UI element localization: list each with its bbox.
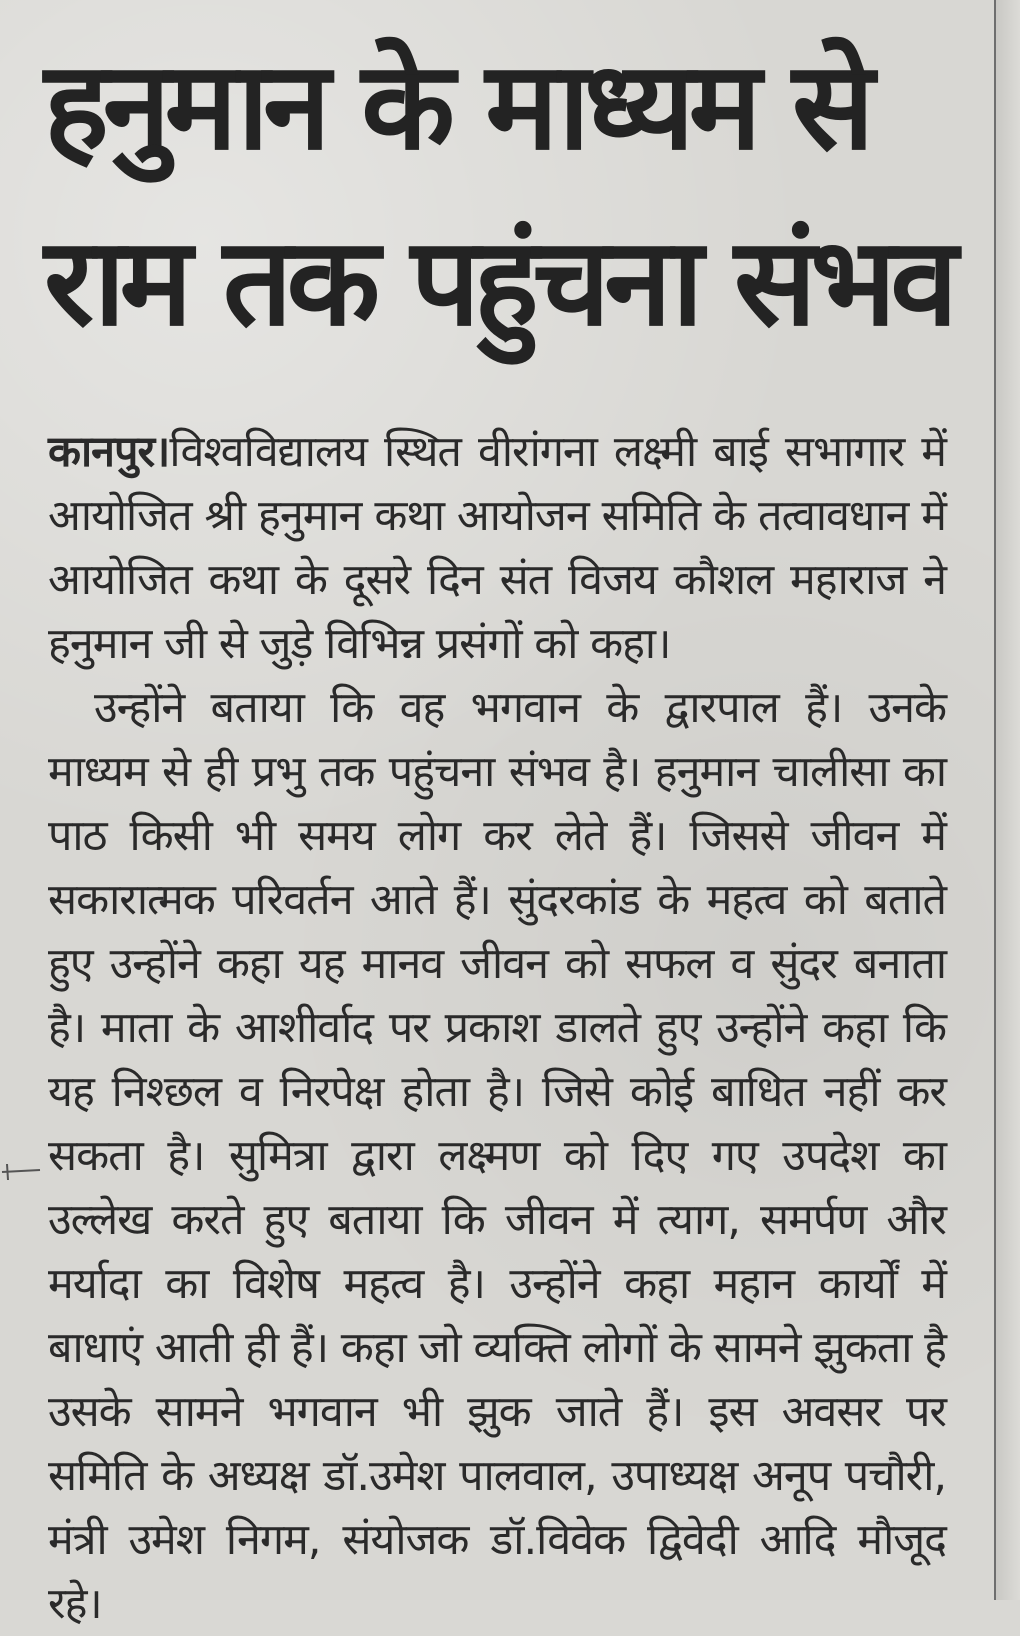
dateline: कानपुर।: [48, 427, 170, 477]
article-paragraph-2: उन्होंने बताया कि वह भगवान के द्वारपाल हैं। उनके माध्यम से ही प्रभु तक पहुंचना संभव है। हनुमान चालीसा का पाठ किसी भी समय लोग कर लेते हैं। जिससे जीवन में सकारात्मक परिवर्तन आते हैं। सुंदरकांड के महत्व को बताते हुए उन्होंने कहा यह मानव जीवन को सफल व सुंदर बनाता है। माता के आशीर्वाद पर प्रकाश डालते हुए उन्होंने कहा कि यह निश्छल व निरपेक्ष होता है। जिसे कोई बाधित नहीं कर सकता है। सुमित्रा द्वारा लक्ष्मण को दिए गए उपदेश का उल्लेख करते हुए बताया कि जीवन में त्याग, समर्पण और मर्यादा का विशेष महत्व है। उन्होंने कहा महान कार्यों में बाधाएं आती ही हैं। कहा जो व्यक्ति लोगों के सामने झुकता है उसके सामने भगवान भी झुक जाते हैं। इस अवसर पर समिति के अध्यक्ष डॉ.उमेश पालवाल, उपाध्यक्ष अनूप पचौरी, मंत्री उमेश निगम, संयोजक डॉ.विवेक द्विवेदी आदि मौजूद रहे।: [48, 683, 946, 1629]
article-paragraph-1-text: विश्वविद्यालय स्थित वीरांगना लक्ष्मी बाई सभागार में आयोजित श्री हनुमान कथा आयोजन समिति के तत्वावधान में आयोजित कथा के दूसरे दिन संत विजय कौशल महाराज ने हनुमान जी से जुड़े विभिन्न प्रसंगों को कहा।: [48, 427, 946, 669]
headline: [44, 18, 953, 370]
article-paragraph-1: [48, 420, 946, 676]
headline-line-1: हनुमान के माध्यम से: [44, 35, 869, 177]
adjacent-column-edge: [994, 0, 1020, 1600]
article-body: [48, 420, 946, 1636]
headline-line-2: राम तक पहुंचना संभव: [44, 211, 953, 353]
margin-pen-mark: [0, 1160, 42, 1184]
